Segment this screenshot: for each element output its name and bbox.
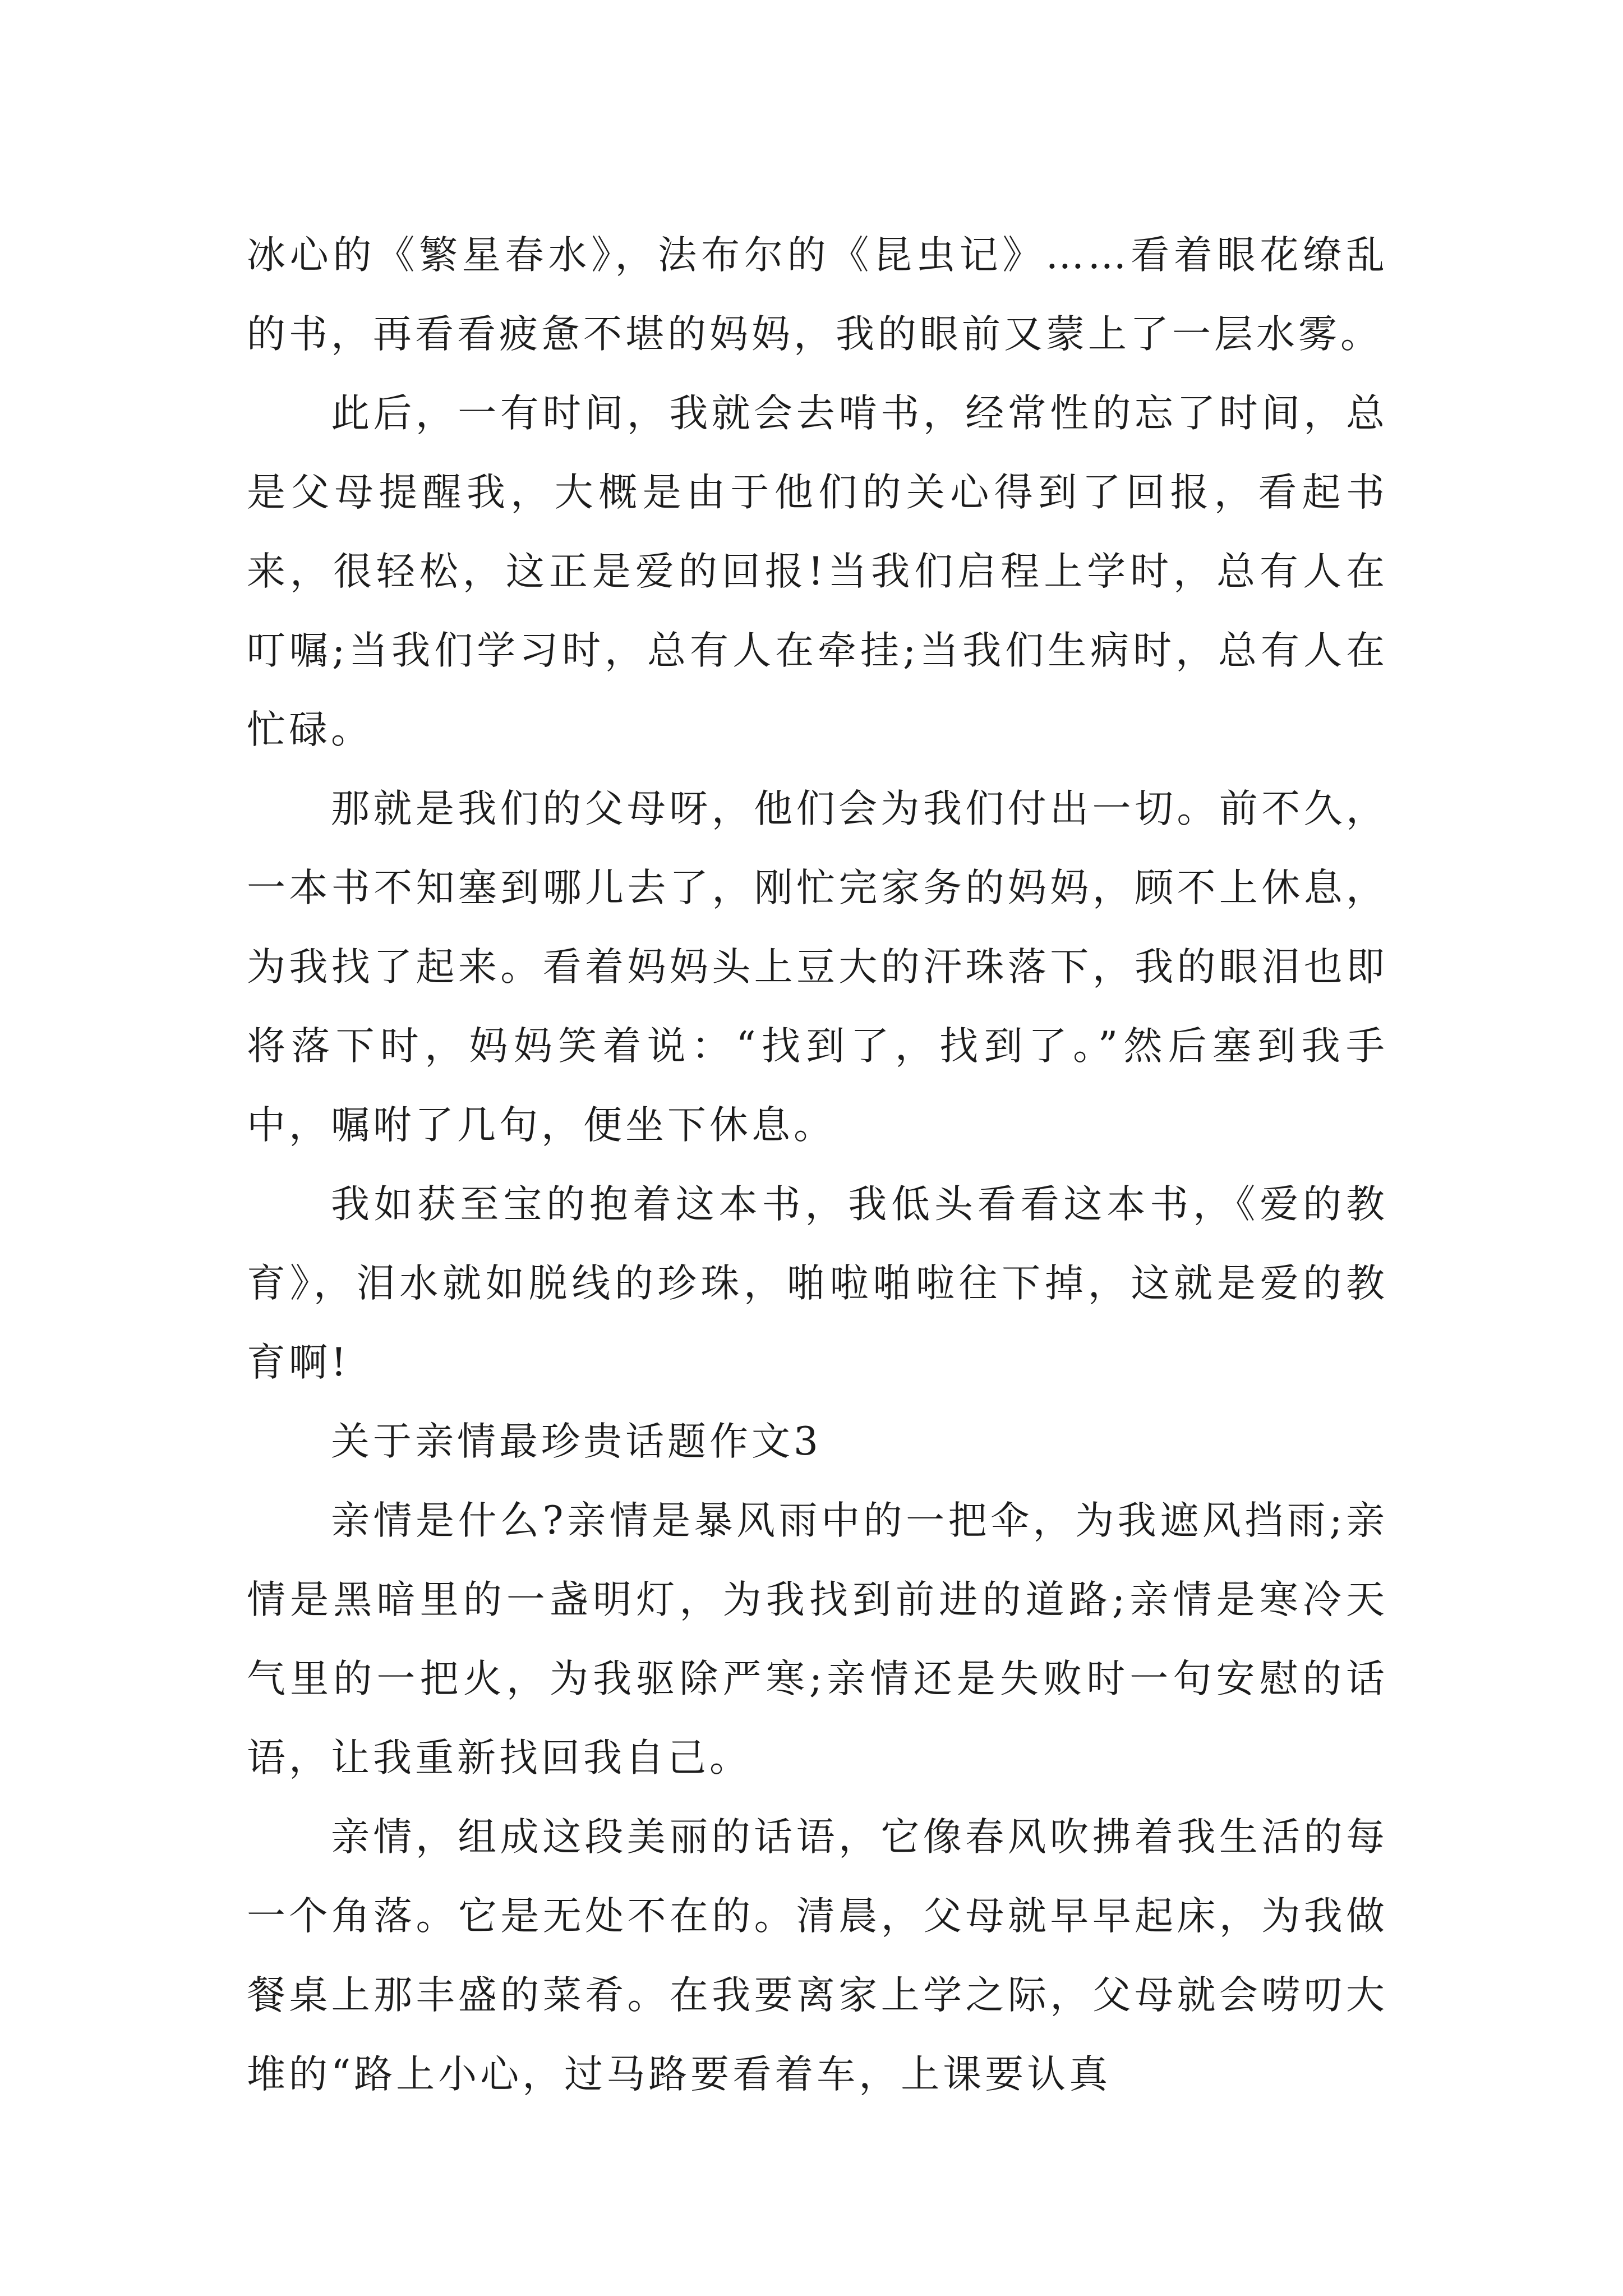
paragraph-2: 此后，一有时间，我就会去啃书，经常性的忘了时间，总是父母提醒我，大概是由于他们的关心得到了回报，看起书来，很轻松，这正是爱的回报!当我们启程上学时，总有人在叮嘱;当我们学习时，总有人在牵挂;当我们生病时，总有人在忙碌。 xyxy=(247,391,1388,752)
paragraph-4: 我如获至宝的抱着这本书，我低头看看这本书，《爱的教育》，泪水就如脱线的珍珠，啪啦啪啦往下掉，这就是爱的教育啊! xyxy=(247,1182,1388,1385)
paragraph-1: 冰心的《繁星春水》，法布尔的《昆虫记》……看着眼花缭乱的书，再看看疲惫不堪的妈妈，我的眼前又蒙上了一层水雾。 xyxy=(247,233,1388,357)
paragraph-3: 那就是我们的父母呀，他们会为我们付出一切。前不久，一本书不知塞到哪儿去了，刚忙完家务的妈妈，顾不上休息，为我找了起来。看着妈妈头上豆大的汗珠落下，我的眼泪也即将落下时，妈妈笑着说：“找到了，找到了。”然后塞到我手中，嘱咐了几句，便坐下休息。 xyxy=(247,786,1388,1148)
paragraph-6: 亲情，组成这段美丽的话语，它像春风吹拂着我生活的每一个角落。它是无处不在的。清晨，父母就早早起床，为我做餐桌上那丰盛的菜肴。在我要离家上学之际，父母就会唠叨大堆的“路上小心，过马路要看着车，上课要认真 xyxy=(247,1815,1388,2097)
section-heading: 关于亲情最珍贵话题作文3 xyxy=(331,1419,822,1464)
paragraph-5: 亲情是什么?亲情是暴风雨中的一把伞，为我遮风挡雨;亲情是黑暗里的一盏明灯，为我找到前进的道路;亲情是寒冷天气里的一把火，为我驱除严寒;亲情还是失败时一句安慰的话语，让我重新找回我自己。 xyxy=(247,1498,1388,1780)
document-body xyxy=(247,216,1388,2114)
